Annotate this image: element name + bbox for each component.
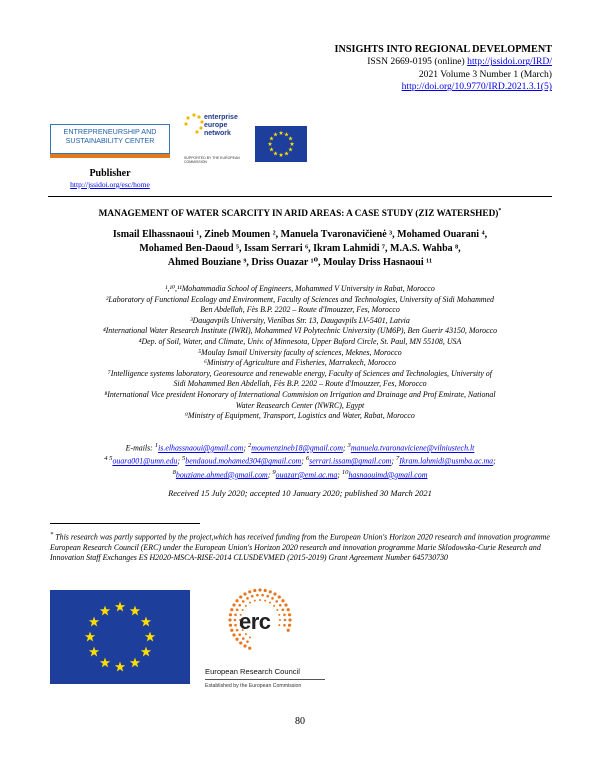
erc-dot	[278, 595, 281, 598]
eu-star-icon	[269, 147, 274, 151]
erc-dot	[242, 637, 245, 640]
erc-dot	[282, 609, 285, 612]
erc-dot	[273, 605, 275, 607]
issn-link[interactable]: http://jssidoi.org/IRD/	[467, 56, 552, 68]
erc-sub: Established by the European Commission	[205, 683, 302, 689]
paper-title-text: MANAGEMENT OF WATER SCARCITY IN ARID AREAS: A CASE STUDY (ZIZ WATERSHED)	[98, 209, 499, 220]
affiliation-line: Sidi Mohammed Ben Abdellah, Fès B.P. 2202 – Route d'Imouzzer, Fes, Morocco	[173, 379, 427, 389]
publication-dates: Received 15 July 2020; accepted 10 January 2020; published 30 March 2021	[168, 488, 432, 498]
erc-dot	[239, 641, 242, 644]
affiliation-line: Water Reasearch Center (NWRC), Egypt	[235, 400, 365, 410]
eu-star-icon	[141, 647, 151, 657]
erc-name: European Research Council	[205, 667, 300, 676]
erc-dot	[245, 605, 247, 607]
eu-star-icon	[269, 136, 274, 140]
journal-title: INSIGHTS INTO REGIONAL DEVELOPMENT	[334, 44, 552, 55]
erc-dot	[249, 602, 251, 604]
erc-dot	[235, 599, 238, 602]
erc-dot	[284, 619, 287, 622]
email-link[interactable]: Ikram.lahmidi@usmba.ac.ma	[399, 457, 494, 467]
erc-dot	[238, 604, 241, 607]
erc-dot	[287, 608, 290, 611]
publisher-label: Publisher	[89, 168, 131, 179]
erc-dot	[254, 600, 256, 602]
erc-dot	[251, 595, 254, 598]
erc-dot	[278, 624, 280, 626]
een-logo	[182, 112, 252, 164]
esc-logo-text: ENTREPRENEURSHIP AND SUSTAINABILITY CENTER	[63, 127, 157, 145]
eu-star-icon	[279, 153, 284, 157]
affiliation-line: ⁸International Vice president Honorary of International Commision on Irrigation and Drainage and Prof Emirate, National	[104, 389, 496, 399]
erc-dot	[248, 590, 251, 593]
erc-dot	[249, 636, 251, 638]
email-link[interactable]: bendaoud.mohamed304@gmail.com	[185, 457, 302, 467]
erc-dot	[269, 590, 272, 593]
footnote-mark: *	[50, 531, 54, 538]
volume-line: 2021 Volume 3 Number 1 (March)	[418, 68, 552, 80]
affiliation-line: ⁵Moulay Ismail University faculty of sciences, Meknes, Morocco	[198, 347, 402, 357]
eu-flag-large	[50, 590, 190, 684]
erc-dot	[275, 600, 278, 603]
eu-star-icon	[268, 142, 273, 146]
eu-star-icon	[273, 132, 278, 136]
erc-dot	[232, 633, 235, 636]
erc-dot	[234, 614, 237, 617]
email-link[interactable]: ouazar@emi.ac.ma	[275, 470, 338, 480]
een-line2: europe	[204, 122, 228, 129]
eu-stars-large-icon	[50, 590, 190, 684]
header-rule	[48, 196, 552, 197]
erc-dot	[234, 619, 237, 622]
authors	[80, 228, 520, 271]
erc-dot	[279, 619, 281, 621]
erc-dot	[235, 638, 238, 641]
eu-star-icon	[288, 136, 293, 140]
erc-dot	[283, 614, 286, 617]
erc-dot	[287, 629, 290, 632]
erc-dot	[273, 592, 276, 595]
esc-logo	[50, 124, 170, 154]
erc-dot	[288, 618, 291, 621]
erc-dot	[261, 594, 264, 597]
eu-star-icon	[284, 132, 289, 136]
erc-dot	[281, 599, 284, 602]
affiliation-line: ⁶Ministry of Agriculture and Fisheries, Marrakech, Morocco	[204, 358, 396, 368]
erc-dot	[246, 640, 249, 643]
erc-dot	[276, 609, 278, 611]
publisher-link[interactable]: http://jssidoi.org/esc/home	[70, 180, 150, 189]
eu-star-icon	[279, 131, 284, 135]
erc-dot	[248, 647, 251, 650]
erc-mark: erc	[239, 609, 271, 634]
email-link[interactable]: manuela.tvaronaviciene@vilniustech.lt	[350, 443, 475, 453]
erc-dot	[279, 604, 282, 607]
eu-star-icon	[115, 662, 125, 672]
erc-dot	[259, 599, 261, 601]
affiliation-line: ⁴Dep. of Soil, Water, and Climate, Univ. of Minnesota, Upper Buford Circle, St. Paul, MN 55108, USA	[138, 336, 462, 346]
erc-dot	[264, 600, 266, 602]
email-link[interactable]: ouara001@umn.edu	[112, 457, 178, 467]
erc-dot	[269, 602, 271, 604]
erc-dot	[264, 589, 267, 592]
affiliation-line: ³Daugavpils University, Vienības Str. 13, Daugavpils LV-5401, Latvia	[190, 315, 410, 325]
erc-dot	[278, 614, 280, 616]
eu-star-icon	[89, 647, 99, 657]
erc-dot	[258, 588, 261, 591]
erc-dot	[234, 624, 237, 627]
esc-logo-bar	[50, 154, 170, 158]
affiliation-line: ¹,¹⁰,¹¹Mohammadia School of Engineers, Mohammed V University in Rabat, Morocco	[165, 284, 435, 293]
eu-star-icon	[100, 657, 110, 667]
author-line: Mohamed Ben-Daoud ⁵, Issam Serrari ⁶, Ikram Lahmidi ⁷, M.A.S. Wahba ⁸,	[139, 243, 461, 255]
email-link[interactable]: hasnaouimd@gmail.com	[348, 470, 428, 480]
eu-star-icon	[284, 151, 289, 155]
erc-logo	[205, 587, 325, 695]
erc-dot	[256, 594, 259, 597]
author-line: Ismail Elhassnaoui ¹, Zineb Moumen ², Manuela Tvaronavičienė ³, Mohamed Ouarani ⁴,	[112, 229, 488, 240]
erc-dot	[230, 608, 233, 611]
paper-title	[48, 208, 552, 219]
affiliation-line: ⁴International Water Research Institute (IWRI), Mohammed VI Polytechnic University (UM6P), Ben Guerir 43150, Morocco	[102, 326, 498, 336]
een-line1: enterprise	[204, 114, 238, 121]
eu-star-icon	[89, 617, 99, 627]
affiliations	[40, 284, 560, 422]
eu-flag-small	[255, 126, 307, 162]
erc-dot	[229, 624, 232, 627]
email-link[interactable]: moumenzineb18@gmail.com	[251, 443, 343, 453]
eu-star-icon	[130, 606, 140, 616]
eu-star-icon	[273, 151, 278, 155]
issn-line	[222, 56, 552, 68]
eu-star-icon	[141, 617, 151, 627]
footnote-text: This research was partly supported by the project,which has received funding from the European Union's Horizon 2020 research and innovation programme European Research Council (ERC) under the European Union's Horizon 2020 research and innovation programme Marie Sklodowska-Curie Research and Innovation Staff Exchanges ES H2020-MSCA-RISE-2014 CLUSDEVMED (2015-2019) Grant Agreement Number 645730730	[50, 532, 550, 563]
eu-star-icon	[145, 632, 155, 642]
erc-dot	[288, 624, 291, 627]
erc-dot	[284, 603, 287, 606]
erc-dot	[228, 618, 231, 621]
affiliation-line: ⁹Ministry of Equipment, Transport, Logistics and Water, Rabat, Morocco	[185, 411, 415, 421]
page-number: 80	[295, 716, 305, 727]
erc-dot	[253, 589, 256, 592]
affiliation-line: Ben Abdellah, Fès B.P. 2202 – Route d'Imouzzer, Fes, Morocco	[200, 305, 400, 315]
een-sub: SUPPORTED BY THE EUROPEAN COMMISSION	[184, 156, 240, 164]
erc-dot	[243, 592, 246, 595]
email-link[interactable]: is.elhassnaoui@gmail.com	[158, 443, 244, 453]
eu-stars-icon	[255, 126, 307, 162]
footnote	[50, 530, 552, 564]
eu-star-icon	[290, 142, 295, 146]
journal-header	[222, 44, 552, 94]
erc-dot	[239, 595, 242, 598]
emails-label: E-mails:	[125, 443, 155, 453]
erc-dot	[230, 629, 233, 632]
een-line3: network	[204, 130, 231, 137]
erc-dot	[266, 595, 269, 598]
eu-star-icon	[85, 632, 95, 642]
eu-star-icon	[288, 147, 293, 151]
eu-star-icon	[115, 602, 125, 612]
email-link[interactable]: bouziane.ahmed@gmail.com	[175, 470, 268, 480]
eu-star-icon	[130, 657, 140, 667]
email-link[interactable]: serrari.issam@gmail.com	[309, 457, 392, 467]
doi-link[interactable]: http://doi.org/10.9770/IRD.2021.3.1(5)	[401, 81, 552, 93]
erc-dot	[246, 597, 249, 600]
eu-star-icon	[100, 606, 110, 616]
affiliation-line: ⁷Intelligence systems laboratory, Georesource and renewable energy, Faculty of Sciences and Technologies, University of	[108, 368, 492, 378]
erc-dot	[243, 644, 246, 647]
erc-dot	[283, 624, 286, 627]
emails: E-mails: $^1$is.elhassnaoui@gmail.com; $^2$moumenzineb18@gmail.com; $^3$manuela.tvaronaviciene@vilniustech.lt $^{4 5}$ouara001@umn.edu; $^5$bendaoud.mohamed304@gmail.com; $^6$serrari.issam@gmail.com; $^7$Ikram.lahmidi@usmba.ac.ma; $^8$bouziane.ahmed@gmail.com; $^9$ouazar@emi.ac.ma; $^{10}$hasnaouimd@gmail.com	[104, 442, 496, 480]
erc-divider	[205, 679, 325, 680]
affiliation-line: ²Laboratory of Functional Ecology and Environment, Faculty of Sciences and Technologies, University of Sidi Mohammed	[106, 294, 494, 304]
erc-dot	[288, 613, 291, 616]
footnote-rule	[50, 523, 200, 524]
erc-dot	[232, 603, 235, 606]
een-stars-icon	[182, 112, 206, 142]
erc-dot	[242, 600, 245, 603]
title-footnote-mark: *	[498, 208, 502, 214]
erc-dot	[229, 613, 232, 616]
issn-text: ISSN 2669-0195 (online)	[367, 56, 468, 68]
erc-dot	[271, 597, 274, 600]
author-line: Ahmed Bouziane ⁹, Driss Ouazar ¹⁰, Moulay Driss Hasnaoui ¹¹	[167, 257, 433, 269]
